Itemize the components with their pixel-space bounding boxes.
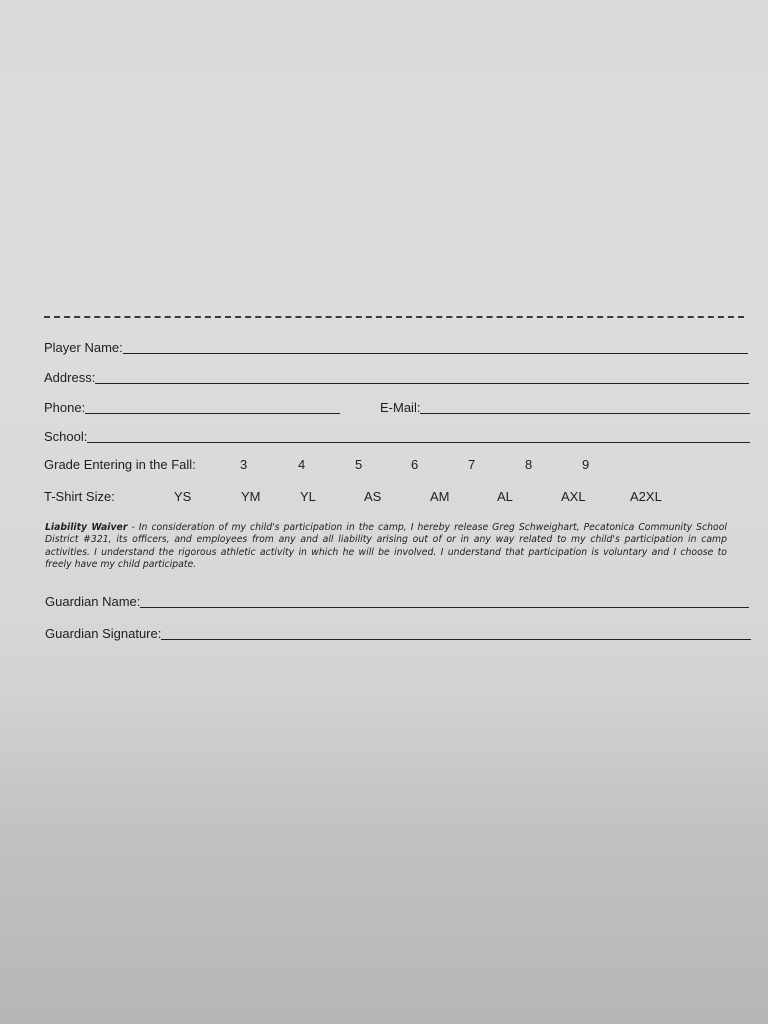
phone-line[interactable] — [85, 399, 340, 414]
address-line[interactable] — [95, 369, 749, 384]
liability-waiver — [45, 522, 727, 572]
grade-option[interactable]: 8 — [525, 457, 533, 472]
tshirt-size-label: T-Shirt Size: — [44, 489, 115, 504]
waiver-text: - In consideration of my child's participation in the camp, I hereby release Greg Schweighart, Pecatonica Community School District #321, its officers, and employees from any and all liability arising out of or in any way related to my child's participation in camp activities. I understand the rigorous athletic activity in which he will be involved. I understand that participation is voluntary and I choose to freely have my child participate. — [45, 522, 727, 571]
size-option[interactable]: YM — [241, 489, 261, 504]
size-option[interactable]: AS — [364, 489, 382, 504]
size-option[interactable]: YL — [300, 489, 316, 504]
school-field — [44, 427, 750, 445]
guardian-name-label: Guardian Name: — [45, 594, 141, 609]
grade-option[interactable]: 7 — [468, 457, 476, 472]
grade-option[interactable]: 3 — [240, 457, 248, 472]
player-name-line[interactable] — [123, 339, 748, 354]
address-label: Address: — [44, 370, 96, 385]
email-line[interactable] — [420, 399, 750, 414]
school-line[interactable] — [87, 428, 750, 443]
guardian-signature-field — [45, 624, 751, 642]
player-name-field — [44, 338, 748, 356]
guardian-signature-label: Guardian Signature: — [45, 626, 162, 641]
guardian-name-line[interactable] — [140, 593, 749, 608]
grade-option[interactable]: 9 — [582, 457, 590, 472]
email-field — [380, 398, 750, 416]
page-shadow — [0, 700, 768, 1024]
size-option[interactable]: AM — [430, 489, 450, 504]
size-option[interactable]: AXL — [561, 489, 586, 504]
dashed-cut-line — [44, 316, 744, 318]
email-label: E-Mail: — [380, 400, 421, 415]
grade-row — [44, 457, 744, 475]
school-label: School: — [44, 429, 88, 444]
address-field — [44, 368, 749, 386]
guardian-signature-line[interactable] — [161, 625, 751, 640]
grade-option[interactable]: 6 — [411, 457, 419, 472]
phone-label: Phone: — [44, 400, 86, 415]
size-option[interactable]: A2XL — [630, 489, 662, 504]
size-option[interactable]: AL — [497, 489, 513, 504]
tshirt-size-row — [44, 489, 744, 507]
grade-label: Grade Entering in the Fall: — [44, 457, 196, 472]
grade-option[interactable]: 4 — [298, 457, 306, 472]
grade-option[interactable]: 5 — [355, 457, 363, 472]
player-name-label: Player Name: — [44, 340, 123, 355]
waiver-title: Liability Waiver — [45, 522, 128, 533]
size-option[interactable]: YS — [174, 489, 192, 504]
guardian-name-field — [45, 592, 749, 610]
phone-field — [44, 398, 340, 416]
